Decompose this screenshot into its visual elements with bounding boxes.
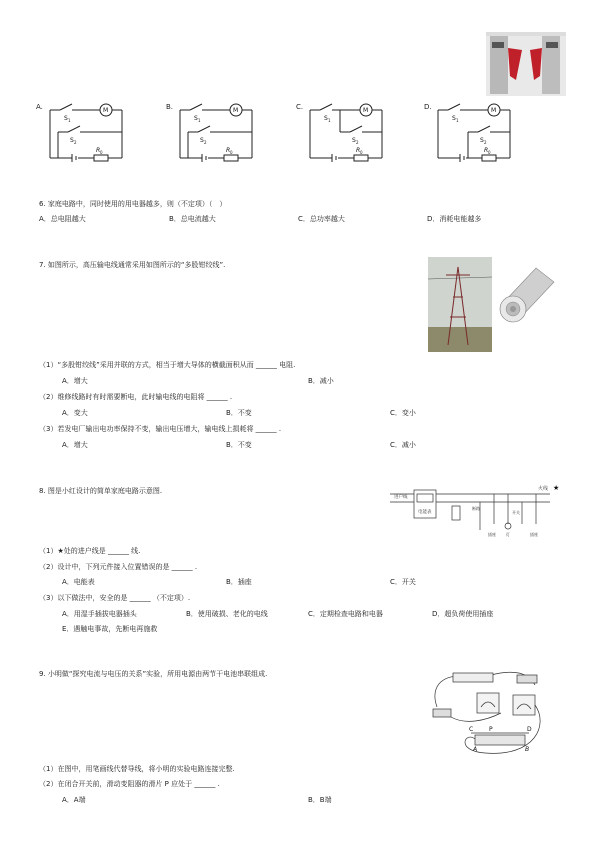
turnstile-photo [486, 32, 566, 96]
slider-p-label: P [489, 726, 493, 733]
q7-p2-option-c[interactable]: C．变小 [390, 409, 416, 417]
circuit-option-d[interactable] [426, 98, 516, 163]
terminal-d-label: D [527, 726, 532, 733]
label-motor: M [233, 107, 239, 114]
q8-p2-option-a[interactable]: A．电能表 [62, 578, 95, 586]
socket-label: 插座 [488, 532, 496, 537]
q9-part2: （2）在闭合开关前，滑动变阻器的滑片 P 应处于 ______ . [39, 780, 220, 788]
label-s2-sub: 2 [356, 140, 359, 145]
label-s2: S [200, 137, 204, 144]
label-s1-sub: 1 [328, 118, 331, 123]
switch-label: 开关 [512, 510, 520, 515]
meter-label: 电能表 [418, 510, 432, 515]
label-r-sub: 0 [100, 150, 103, 155]
resistor [354, 155, 368, 161]
circuit-letter-c[interactable]: C. [296, 103, 304, 111]
experiment-apparatus-diagram [425, 665, 555, 760]
label-r-sub: 0 [230, 150, 233, 155]
label-s1-sub: 1 [456, 118, 459, 123]
socket2-label: 插座 [530, 532, 538, 537]
switch-s2-blade [350, 126, 362, 132]
q7-stem: 7. 如图所示，高压输电线通常采用如图所示的“多股钳绞线”. [39, 261, 226, 269]
label-motor: M [491, 107, 497, 114]
q8-p2-option-c[interactable]: C．开关 [390, 578, 416, 586]
terminal-c-label: C [469, 726, 474, 733]
q9-p2-option-a[interactable]: A．A端 [62, 796, 86, 804]
switch-s1-blade [320, 104, 332, 110]
switch-s1-blade [60, 104, 72, 110]
star-marker: ★ [553, 484, 560, 492]
q8-p3-option-a[interactable]: A．用湿手插拔电器插头 [62, 610, 137, 618]
circuit-option-a[interactable] [38, 98, 128, 163]
q7-p3-option-a[interactable]: A．增大 [62, 441, 88, 449]
label-r-sub: 0 [488, 150, 491, 155]
label-motor: M [103, 107, 109, 114]
switch-s1-blade [448, 104, 460, 110]
q6-option-d[interactable]: D．消耗电能越多 [427, 215, 482, 223]
q6-stem: 6. 家庭电路中，同时使用的用电器越多，则（不定项）（ ） [39, 200, 227, 208]
q7-p3-option-c[interactable]: C．减小 [390, 441, 416, 449]
resistor [482, 155, 496, 161]
label-s1-sub: 1 [68, 118, 71, 123]
label-s2: S [480, 137, 484, 144]
label-r: R [484, 147, 489, 154]
label-motor: M [363, 107, 369, 114]
q6-option-b[interactable]: B．总电流越大 [169, 215, 216, 223]
resistor [94, 155, 108, 161]
q8-p3-option-e[interactable]: E．遇触电事故，先断电再施救 [62, 625, 158, 633]
q9-part1: （1）在图中，用笔画线代替导线，将小明的实验电路连接完整. [39, 765, 235, 773]
q8-p3-option-b[interactable]: B．使用破损、老化的电线 [186, 610, 268, 618]
q7-p3-option-b[interactable]: B．不变 [226, 441, 252, 449]
label-s2: S [70, 137, 74, 144]
label-s1: S [64, 115, 68, 122]
breaker-label: 断路 [472, 506, 480, 511]
label-r: R [356, 147, 361, 154]
circuit-option-c[interactable] [298, 98, 388, 163]
label-r: R [226, 147, 231, 154]
q7-part3: （3）若发电厂输出电功率保持不变，输出电压增大，输电线上损耗将 ______ . [39, 425, 282, 433]
q8-p2-option-b[interactable]: B．插座 [226, 578, 252, 586]
q8-part1: （1）★处的进户线是 ______ 线. [39, 547, 141, 555]
circuit-option-b[interactable] [168, 98, 258, 163]
stranded-cable-icon [496, 262, 556, 322]
switch-s1-blade [190, 104, 202, 110]
q7-p2-option-b[interactable]: B．不变 [226, 409, 252, 417]
q8-p3-option-d[interactable]: D．超负荷使用插座 [432, 610, 494, 618]
q9-p2-option-b[interactable]: B．B端 [308, 796, 332, 804]
terminal-b-label: B [525, 746, 530, 753]
q9-stem: 9. 小明做“探究电流与电压的关系”实验，所用电源由两节干电池串联组成. [39, 670, 268, 678]
circuit-letter-b[interactable]: B. [166, 103, 174, 111]
switch-s2-blade [198, 126, 210, 132]
terminal-a-label: A [473, 746, 478, 753]
q8-part2: （2）设计中，下列元件接入位置错误的是 ______ . [39, 563, 198, 571]
resistor [224, 155, 238, 161]
label-s2-sub: 2 [74, 140, 77, 145]
q7-p1-option-a[interactable]: A．增大 [62, 377, 88, 385]
label-s2-sub: 2 [204, 140, 207, 145]
transmission-tower-photo [428, 257, 492, 352]
label-s1-sub: 1 [198, 118, 201, 123]
label-s1: S [194, 115, 198, 122]
q6-option-c[interactable]: C．总功率越大 [298, 215, 345, 223]
fire-wire-label: 火线 [538, 486, 549, 492]
q8-p3-option-c[interactable]: C．定期检查电路和电器 [308, 610, 383, 618]
circuit-letter-a[interactable]: A. [36, 103, 43, 111]
q7-p2-option-a[interactable]: A．变大 [62, 409, 88, 417]
home-circuit-diagram [390, 480, 560, 540]
q6-option-a[interactable]: A．总电阻越大 [39, 215, 86, 223]
switch-s2-blade [68, 126, 80, 132]
label-r: R [96, 147, 101, 154]
label-r-sub: 0 [360, 150, 363, 155]
q7-p1-option-b[interactable]: B．减小 [308, 377, 334, 385]
lamp-label: 灯 [506, 532, 510, 537]
q8-part3: （3）以下做法中，安全的是 ______ （不定项）. [39, 594, 191, 602]
switch-s2-blade [478, 126, 490, 132]
label-s1: S [324, 115, 328, 122]
label-s2: S [352, 137, 356, 144]
q7-part1: （1）“多股钳绞线”采用并联的方式，相当于增大导体的横截面积从而 ______ 电阻. [39, 361, 296, 369]
inlet-label: 进户线 [394, 495, 408, 500]
q7-part2: （2）维修线路时有时需要断电，此时输电线的电阻将 ______ . [39, 393, 233, 401]
label-s1: S [452, 115, 456, 122]
circuit-letter-d[interactable]: D. [424, 103, 432, 111]
label-s2-sub: 2 [484, 140, 487, 145]
q8-stem: 8. 图是小红设计的简单家庭电路示意图. [39, 487, 163, 495]
